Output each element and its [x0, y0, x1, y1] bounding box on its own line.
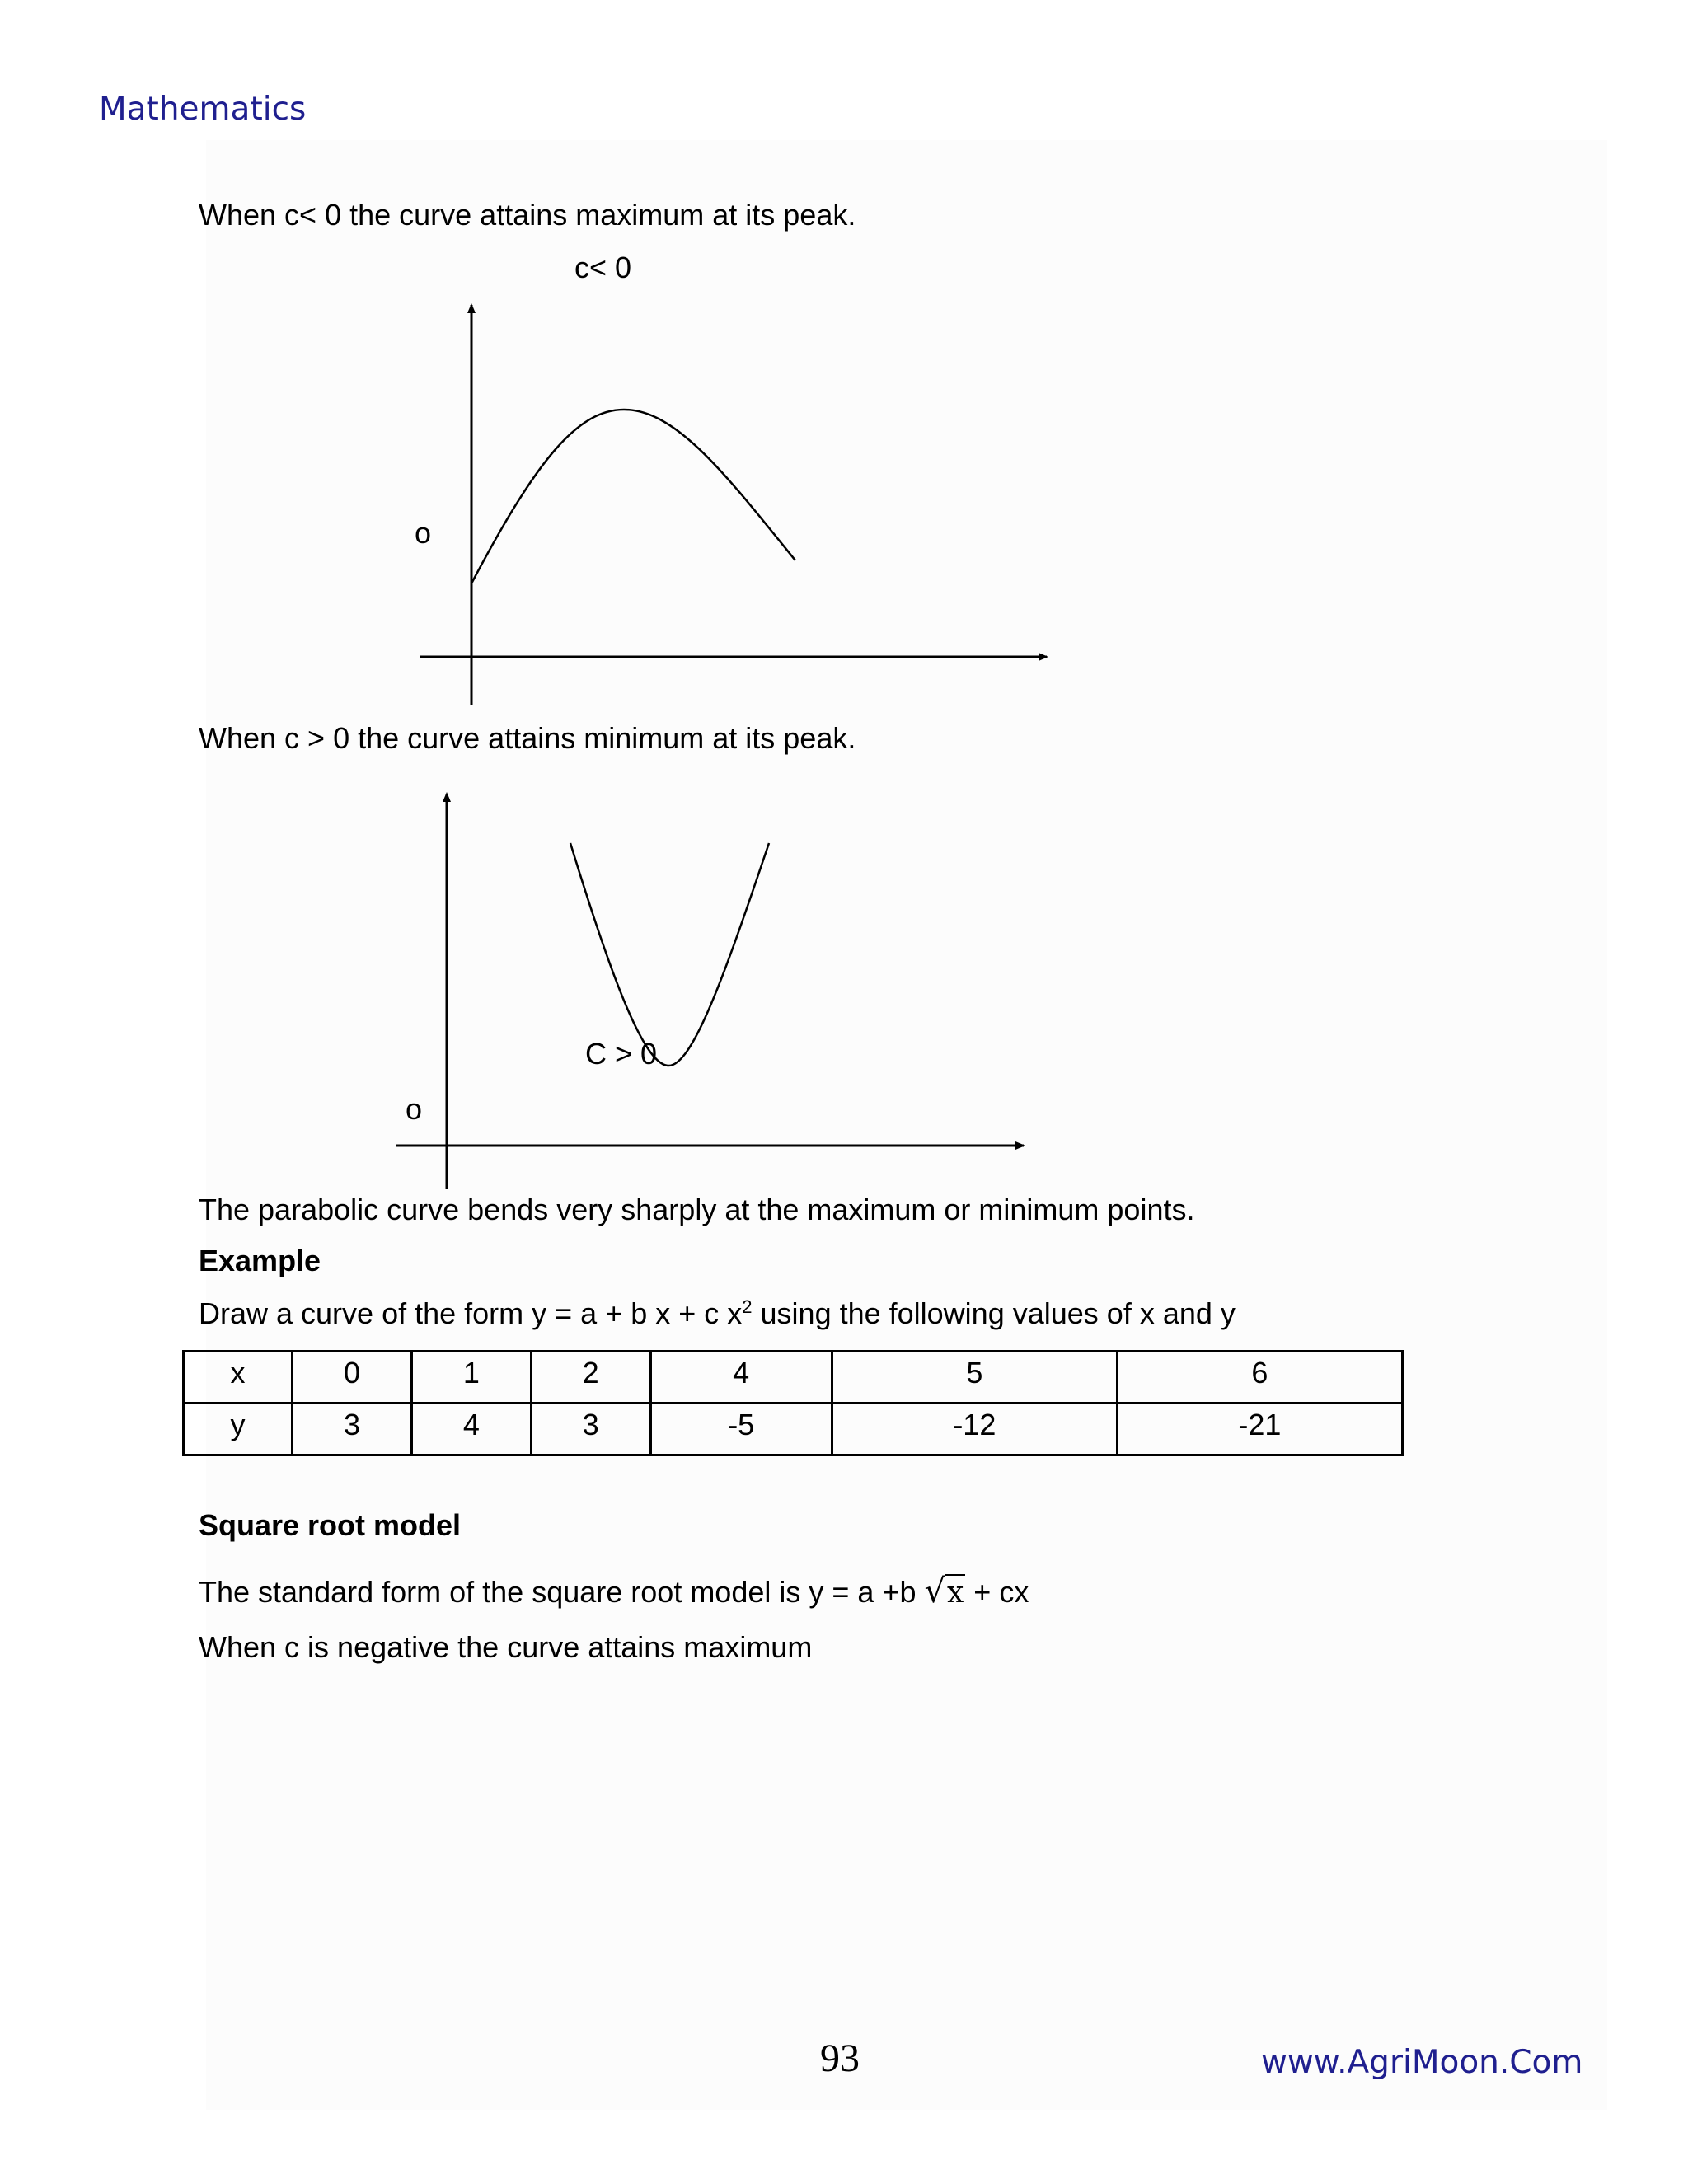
table-cell: 3	[531, 1404, 650, 1455]
table-cell: 1	[411, 1352, 531, 1404]
sharp-bend-text: The parabolic curve bends very sharply at the maximum or minimum points.	[199, 1193, 1195, 1226]
table-cell: 3	[293, 1404, 412, 1455]
table-row-x	[184, 1352, 1403, 1404]
max-graph-origin-label: o	[415, 516, 432, 550]
sqrt-argument: x	[946, 1576, 964, 1610]
table-cell: 0	[293, 1352, 412, 1404]
min-curve-label: C > 0	[585, 1037, 658, 1071]
example-instruction-tail: using the following values of x and y	[752, 1296, 1236, 1330]
table-cell: -12	[832, 1404, 1117, 1455]
example-exponent: 2	[742, 1296, 753, 1317]
square-root-line2: When c is negative the curve attains maximum	[199, 1630, 813, 1664]
min-description: When c > 0 the curve attains minimum at its peak.	[199, 721, 856, 755]
example-instruction-text: Draw a curve of the form y = a + b x + c x	[199, 1296, 743, 1330]
table-cell: x	[184, 1352, 293, 1404]
square-root-heading: Square root model	[199, 1508, 462, 1542]
example-instruction	[199, 1296, 1236, 1331]
page-number: 93	[820, 2036, 860, 2080]
table-cell: -21	[1117, 1404, 1402, 1455]
page-header-subject: Mathematics	[99, 91, 307, 128]
sqrt-expression	[924, 1572, 965, 1610]
square-root-text: The standard form of the square root model is y = a +b	[199, 1575, 925, 1609]
min-graph-curve	[570, 843, 769, 1066]
table-cell: 5	[832, 1352, 1117, 1404]
table-cell: -5	[650, 1404, 832, 1455]
table-cell: 4	[650, 1352, 832, 1404]
sqrt-sign: √	[924, 1572, 945, 1610]
table-cell: 6	[1117, 1352, 1402, 1404]
table-cell: y	[184, 1404, 293, 1455]
example-data-table	[182, 1350, 1404, 1456]
min-graph-origin-label: o	[406, 1092, 423, 1126]
table-cell: 2	[531, 1352, 650, 1404]
square-root-formula-line	[199, 1572, 1029, 1610]
max-graph-title: c< 0	[574, 251, 632, 284]
website-link[interactable]: www.AgriMoon.Com	[1261, 2044, 1583, 2081]
example-heading: Example	[199, 1244, 321, 1277]
max-description: When c< 0 the curve attains maximum at its peak.	[199, 198, 856, 232]
square-root-tail: + cx	[965, 1575, 1029, 1609]
table-row-y	[184, 1404, 1403, 1455]
table-cell: 4	[411, 1404, 531, 1455]
